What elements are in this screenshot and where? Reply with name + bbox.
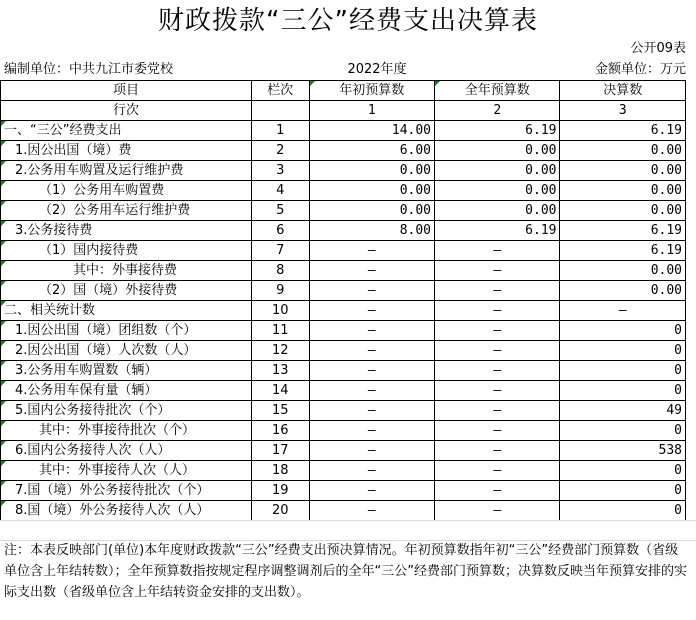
row-label[interactable]: （1）公务用车购置费 <box>1 181 252 201</box>
row-final-account[interactable]: 0 <box>560 341 686 361</box>
header-initial-budget[interactable]: 年初预算数 <box>309 81 434 101</box>
row-annual-budget[interactable]: — <box>435 261 560 281</box>
table-row <box>1 161 686 181</box>
row-annual-budget[interactable]: 6.19 <box>435 121 560 141</box>
table-row <box>1 421 686 441</box>
row-initial-budget[interactable]: — <box>309 241 434 261</box>
subheader-col2[interactable]: 2 <box>435 101 560 121</box>
header-final-account[interactable]: 决算数 <box>560 81 686 101</box>
row-initial-budget[interactable]: — <box>309 401 434 421</box>
subheader-seq[interactable] <box>251 101 309 121</box>
row-annual-budget[interactable]: — <box>435 341 560 361</box>
expenditure-table <box>0 80 686 521</box>
row-final-account[interactable]: 6.19 <box>560 241 686 261</box>
row-label[interactable]: （2）公务用车运行维护费 <box>1 201 252 221</box>
row-annual-budget[interactable]: — <box>435 401 560 421</box>
row-seq[interactable]: 10 <box>251 301 309 321</box>
row-initial-budget[interactable]: 14.00 <box>309 121 434 141</box>
row-seq[interactable]: 5 <box>251 201 309 221</box>
row-seq[interactable]: 8 <box>251 261 309 281</box>
table-row <box>1 461 686 481</box>
row-initial-budget[interactable]: 0.00 <box>309 181 434 201</box>
row-seq[interactable]: 16 <box>251 421 309 441</box>
header-annual-budget[interactable]: 全年预算数 <box>435 81 560 101</box>
table-row <box>1 241 686 261</box>
row-initial-budget[interactable]: 0.00 <box>309 161 434 181</box>
row-label[interactable]: （1）国内接待费 <box>1 241 252 261</box>
row-label[interactable]: 4.公务用车保有量（辆） <box>1 381 252 401</box>
table-row <box>1 281 686 301</box>
table-row <box>1 501 686 521</box>
row-annual-budget[interactable]: — <box>435 281 560 301</box>
row-label[interactable]: 5.国内公务接待批次（个） <box>1 401 252 421</box>
table-row <box>1 181 686 201</box>
row-initial-budget[interactable]: — <box>309 421 434 441</box>
row-seq[interactable]: 4 <box>251 181 309 201</box>
row-final-account[interactable]: 6.19 <box>560 121 686 141</box>
table-row <box>1 141 686 161</box>
amount-unit: 金额单位：万元 <box>594 62 686 77</box>
row-annual-budget[interactable]: — <box>435 441 560 461</box>
row-label[interactable]: 1.因公出国（境）费 <box>1 141 252 161</box>
row-label[interactable]: 一、“三公”经费支出 <box>1 121 252 141</box>
row-final-account[interactable]: 538 <box>560 441 686 461</box>
row-label[interactable]: 二、相关统计数 <box>1 301 252 321</box>
row-label[interactable]: 2.因公出国（境）人次数（人） <box>1 341 252 361</box>
subheader-item[interactable]: 行次 <box>1 101 252 121</box>
header-seq[interactable]: 栏次 <box>251 81 309 101</box>
row-seq[interactable]: 7 <box>251 241 309 261</box>
row-initial-budget[interactable]: — <box>309 281 434 301</box>
row-annual-budget[interactable]: — <box>435 381 560 401</box>
row-initial-budget[interactable]: — <box>309 381 434 401</box>
table-row <box>1 121 686 141</box>
row-initial-budget[interactable]: — <box>309 461 434 481</box>
table-row <box>1 341 686 361</box>
row-annual-budget[interactable]: 0.00 <box>435 141 560 161</box>
report-year: 2022年度 <box>347 62 407 77</box>
row-label[interactable]: 其中：外事接待批次（个） <box>1 421 252 441</box>
row-annual-budget[interactable]: — <box>435 501 560 521</box>
row-label[interactable]: （2）国（境）外接待费 <box>1 281 252 301</box>
row-seq[interactable]: 19 <box>251 481 309 501</box>
row-final-account[interactable]: 0 <box>560 321 686 341</box>
row-seq[interactable]: 13 <box>251 361 309 381</box>
row-initial-budget[interactable]: — <box>309 321 434 341</box>
row-final-account[interactable]: 0 <box>560 461 686 481</box>
row-seq[interactable]: 15 <box>251 401 309 421</box>
subheader-col3[interactable]: 3 <box>560 101 686 121</box>
row-initial-budget[interactable]: 6.00 <box>309 141 434 161</box>
row-annual-budget[interactable]: — <box>435 301 560 321</box>
header-item[interactable]: 项目 <box>1 81 252 101</box>
row-final-account[interactable]: — <box>560 301 686 321</box>
table-title: 财政拨款“三公”经费支出决算表 <box>158 6 538 36</box>
table-row <box>1 221 686 241</box>
table-row <box>1 401 686 421</box>
row-annual-budget[interactable]: 0.00 <box>435 201 560 221</box>
row-final-account[interactable]: 0.00 <box>560 181 686 201</box>
row-final-account[interactable]: 0.00 <box>560 261 686 281</box>
row-label[interactable]: 其中：外事接待费 <box>1 261 252 281</box>
table-row <box>1 301 686 321</box>
row-final-account[interactable]: 0 <box>560 501 686 521</box>
row-seq[interactable]: 1 <box>251 121 309 141</box>
row-final-account[interactable]: 0 <box>560 481 686 501</box>
footnote: 注：本表反映部门(单位)本年度财政拨款“三公”经费支出预决算情况。年初预算数指年初“三公”经费部门预算数（省级单位含上年结转数）；全年预算数指按规定程序调整调剂后的全年“三公”经费部门预算数；决算数反映当年预算安排的实际支出数（省级单位含上年结转资金安排的支出数）。 <box>4 543 687 600</box>
row-final-account[interactable]: 0 <box>560 361 686 381</box>
row-initial-budget[interactable]: — <box>309 441 434 461</box>
row-annual-budget[interactable]: — <box>435 241 560 261</box>
row-annual-budget[interactable]: — <box>435 481 560 501</box>
grid-line <box>0 520 696 521</box>
header-row <box>1 81 686 101</box>
row-final-account[interactable]: 6.19 <box>560 221 686 241</box>
table-row <box>1 201 686 221</box>
row-annual-budget[interactable]: 0.00 <box>435 181 560 201</box>
row-label[interactable]: 8.国（境）外公务接待人次（人） <box>1 501 252 521</box>
row-label[interactable]: 其中：外事接待人次（人） <box>1 461 252 481</box>
row-initial-budget[interactable]: — <box>309 361 434 381</box>
row-annual-budget[interactable]: 0.00 <box>435 161 560 181</box>
row-label[interactable]: 1.因公出国（境）团组数（个） <box>1 321 252 341</box>
row-seq[interactable]: 9 <box>251 281 309 301</box>
table-row <box>1 261 686 281</box>
row-annual-budget[interactable]: — <box>435 321 560 341</box>
row-annual-budget[interactable]: 6.19 <box>435 221 560 241</box>
table-row <box>1 361 686 381</box>
table-row <box>1 481 686 501</box>
table-row <box>1 441 686 461</box>
table-row <box>1 321 686 341</box>
row-initial-budget[interactable]: — <box>309 501 434 521</box>
row-seq[interactable]: 12 <box>251 341 309 361</box>
row-initial-budget[interactable]: — <box>309 341 434 361</box>
row-final-account[interactable]: 0.00 <box>560 141 686 161</box>
row-initial-budget[interactable]: 0.00 <box>309 201 434 221</box>
row-final-account[interactable]: 49 <box>560 401 686 421</box>
row-final-account[interactable]: 0.00 <box>560 161 686 181</box>
row-annual-budget[interactable]: — <box>435 461 560 481</box>
row-seq[interactable]: 20 <box>251 501 309 521</box>
row-final-account[interactable]: 0 <box>560 421 686 441</box>
table-row <box>1 381 686 401</box>
subheader-col1[interactable]: 1 <box>309 101 434 121</box>
row-label[interactable]: 3.公务用车购置数（辆） <box>1 361 252 381</box>
row-seq[interactable]: 11 <box>251 321 309 341</box>
row-label[interactable]: 7.国（境）外公务接待批次（个） <box>1 481 252 501</box>
row-initial-budget[interactable]: 8.00 <box>309 221 434 241</box>
row-initial-budget[interactable]: — <box>309 261 434 281</box>
row-seq[interactable]: 17 <box>251 441 309 461</box>
row-seq[interactable]: 3 <box>251 161 309 181</box>
row-final-account[interactable]: 0.00 <box>560 281 686 301</box>
row-initial-budget[interactable]: — <box>309 481 434 501</box>
row-initial-budget[interactable]: — <box>309 301 434 321</box>
reporting-unit: 编制单位：中共九江市委党校 <box>4 62 174 77</box>
row-seq[interactable]: 14 <box>251 381 309 401</box>
row-seq[interactable]: 6 <box>251 221 309 241</box>
row-annual-budget[interactable]: — <box>435 361 560 381</box>
row-label[interactable]: 3.公务接待费 <box>1 221 252 241</box>
row-label[interactable]: 6.国内公务接待人次（人） <box>1 441 252 461</box>
row-seq[interactable]: 2 <box>251 141 309 161</box>
row-seq[interactable]: 18 <box>251 461 309 481</box>
row-final-account[interactable]: 0 <box>560 381 686 401</box>
row-final-account[interactable]: 0.00 <box>560 201 686 221</box>
row-annual-budget[interactable]: — <box>435 421 560 441</box>
row-label[interactable]: 2.公务用车购置及运行维护费 <box>1 161 252 181</box>
form-number: 公开09表 <box>630 41 686 56</box>
subheader-row <box>1 101 686 121</box>
